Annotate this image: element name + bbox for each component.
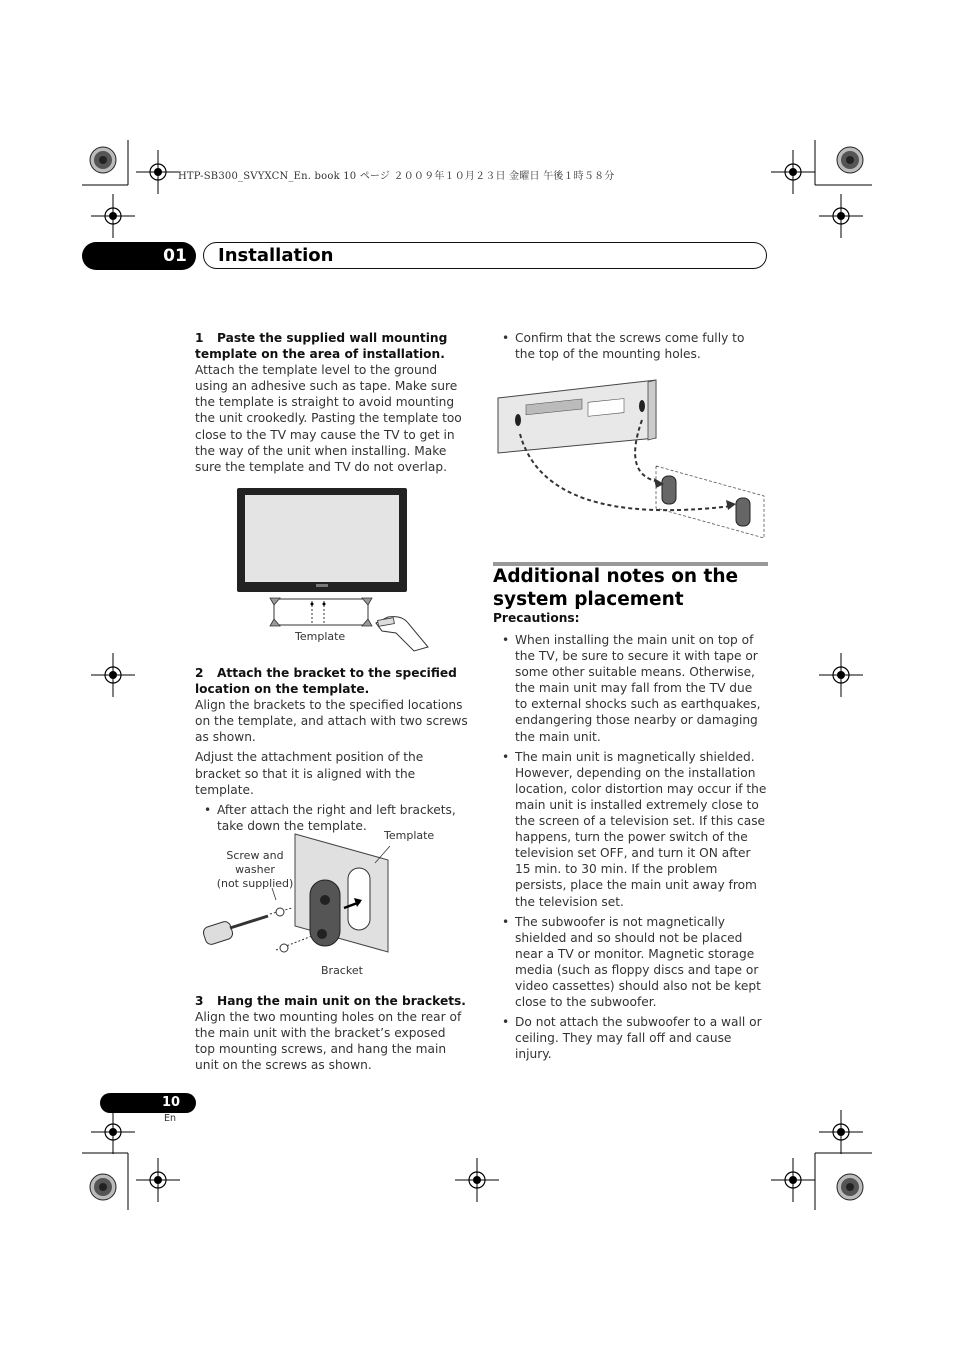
- registration-cross-icon: [819, 194, 863, 238]
- registration-cross-icon: [136, 1158, 180, 1202]
- registration-cross-icon: [136, 150, 180, 194]
- precautions-label: Precautions:: [493, 611, 580, 625]
- precaution-item: • The subwoofer is not magnetically shielded and so should not be placed near a TV or monitor. Magnetic storage media (such as floppy discs and tape or video cassettes) should also not be kept close to the subwoofer.: [493, 914, 768, 1011]
- chapter-title: Installation: [218, 245, 334, 266]
- page-number: 10: [161, 1095, 181, 1110]
- step-2-body-2: Adjust the attachment position of the bracket so that it is aligned with the template.: [195, 750, 424, 797]
- tv-template-illustration: [236, 487, 436, 652]
- registration-cross-icon: [819, 653, 863, 697]
- precaution-item: • When installing the main unit on top of the TV, be sure to secure it with tape or some other suitable means. Otherwise, the main unit may fall from the TV due to external shocks such as earthquakes, endangering those nearby or damaging the main unit.: [493, 632, 768, 745]
- bracket-template-caption: Template: [384, 829, 435, 842]
- screw-check-note: • Confirm that the screws come fully to the top of the mounting holes.: [493, 330, 768, 362]
- chapter-number: 01: [163, 246, 187, 266]
- registration-target-icon: [837, 1174, 863, 1200]
- registration-cross-icon: [455, 1158, 499, 1202]
- step-1-body: Attach the template level to the ground using an adhesive such as tape. Make sure the template is straight to avoid mounting the unit crookedly. Pasting the template too close to the TV may cause the TV to get in the way of the unit when installing. Make sure the template and TV do not overlap.: [195, 363, 462, 474]
- registration-cross-icon: [91, 653, 135, 697]
- precaution-item: • The main unit is magnetically shielded. However, depending on the installation location, color distortion may occur if the main unit is installed extremely close to the screen of a television set. If this case happens, turn the power switch of the television set OFF, and turn it ON after 15 min. to 30 min. If the problem persists, place the main unit away from the television set.: [493, 749, 768, 910]
- precaution-item: • Do not attach the subwoofer to a wall or ceiling. They may fall off and cause injury.: [493, 1014, 768, 1062]
- step-3: [195, 993, 469, 1073]
- page-language: En: [164, 1113, 177, 1124]
- bracket-caption: Bracket: [321, 964, 363, 977]
- step-2-body-1: Align the brackets to the specified locations on the template, and attach with two screws as shown.: [195, 698, 468, 745]
- main-unit-hanging-illustration: [496, 378, 768, 540]
- screw-washer-caption: Screw and washer (not supplied): [216, 849, 294, 890]
- registration-target-icon: [90, 1174, 116, 1200]
- step-3-heading: 3 Hang the main unit on the brackets.: [195, 994, 466, 1008]
- registration-cross-icon: [771, 150, 815, 194]
- precautions-list: [493, 632, 768, 1062]
- step-2-heading: 2 Attach the bracket to the specified location on the template.: [195, 666, 457, 697]
- step-2-bullet: • After attach the right and left brackets, take down the template.: [195, 802, 469, 834]
- registration-cross-icon: [819, 1110, 863, 1154]
- print-info: HTP-SB300_SVYXCN_En. book 10 ページ ２００９年１０月２３日 金曜日 午後１時５８分: [178, 171, 615, 182]
- registration-cross-icon: [91, 1110, 135, 1154]
- step-2: [195, 665, 469, 834]
- step-1-heading: 1 Paste the supplied wall mounting template on the area of installation.: [195, 331, 448, 362]
- registration-cross-icon: [91, 194, 135, 238]
- registration-target-icon: [90, 147, 116, 173]
- template-caption: Template: [295, 630, 346, 643]
- step-3-body: Align the two mounting holes on the rear of the main unit with the bracket’s exposed top mounting screws, and hang the main unit on the screws as shown.: [195, 1010, 462, 1073]
- step-1: [195, 330, 469, 475]
- section-title: Additional notes on the system placement: [493, 566, 739, 610]
- registration-target-icon: [837, 147, 863, 173]
- registration-cross-icon: [771, 1158, 815, 1202]
